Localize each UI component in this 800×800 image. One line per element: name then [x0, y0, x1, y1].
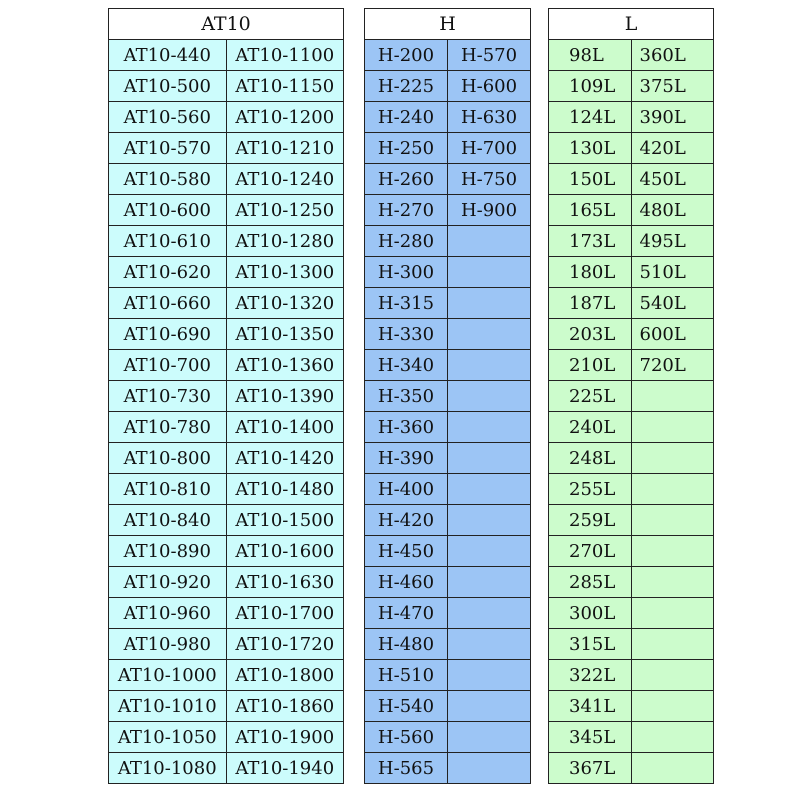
at10-cell: AT10-1210 — [226, 133, 344, 164]
table-row — [365, 257, 531, 288]
table-row — [365, 691, 531, 722]
table-row — [109, 722, 344, 753]
table-row — [365, 40, 531, 71]
l-cell: 187L — [549, 288, 632, 319]
at10-cell: AT10-1240 — [226, 164, 344, 195]
l-cell: 180L — [549, 257, 632, 288]
l-cell — [631, 443, 714, 474]
table-row — [109, 567, 344, 598]
l-cell: 345L — [549, 722, 632, 753]
table-row — [109, 40, 344, 71]
at10-cell: AT10-1010 — [109, 691, 227, 722]
h-cell: H-390 — [365, 443, 448, 474]
l-cell — [631, 598, 714, 629]
l-cell: 720L — [631, 350, 714, 381]
at10-cell: AT10-1800 — [226, 660, 344, 691]
l-cell: 98L — [549, 40, 632, 71]
l-cell: 270L — [549, 536, 632, 567]
h-cell: H-750 — [448, 164, 531, 195]
table-row — [365, 288, 531, 319]
table-row — [549, 691, 714, 722]
l-cell: 480L — [631, 195, 714, 226]
h-cell — [448, 567, 531, 598]
at10-cell: AT10-1280 — [226, 226, 344, 257]
h-cell: H-300 — [365, 257, 448, 288]
l-cell: 173L — [549, 226, 632, 257]
h-cell: H-540 — [365, 691, 448, 722]
at10-cell: AT10-1100 — [226, 40, 344, 71]
at10-cell: AT10-1720 — [226, 629, 344, 660]
at10-cell: AT10-1940 — [226, 753, 344, 784]
at10-cell: AT10-1500 — [226, 505, 344, 536]
table-row — [549, 226, 714, 257]
at10-cell: AT10-1000 — [109, 660, 227, 691]
at10-cell: AT10-730 — [109, 381, 227, 412]
table-row — [365, 102, 531, 133]
at10-cell: AT10-1600 — [226, 536, 344, 567]
h-cell: H-250 — [365, 133, 448, 164]
at10-cell: AT10-840 — [109, 505, 227, 536]
table-row — [365, 164, 531, 195]
table-row — [109, 288, 344, 319]
table-row — [109, 629, 344, 660]
at10-cell: AT10-1250 — [226, 195, 344, 226]
table-row — [109, 691, 344, 722]
l-body — [549, 40, 714, 784]
h-table — [364, 8, 531, 784]
l-cell — [631, 753, 714, 784]
table-row — [549, 505, 714, 536]
at10-cell: AT10-1630 — [226, 567, 344, 598]
l-cell: 259L — [549, 505, 632, 536]
table-row — [365, 381, 531, 412]
at10-cell: AT10-500 — [109, 71, 227, 102]
table-row — [549, 567, 714, 598]
h-header: H — [365, 9, 531, 40]
l-cell — [631, 660, 714, 691]
h-body — [365, 40, 531, 784]
table-row — [109, 226, 344, 257]
table-row — [365, 350, 531, 381]
at10-cell: AT10-1900 — [226, 722, 344, 753]
h-cell: H-225 — [365, 71, 448, 102]
table-row — [549, 164, 714, 195]
table-row — [549, 722, 714, 753]
table-row — [365, 567, 531, 598]
at10-cell: AT10-660 — [109, 288, 227, 319]
at10-cell: AT10-1050 — [109, 722, 227, 753]
l-cell — [631, 629, 714, 660]
l-cell — [631, 691, 714, 722]
at10-cell: AT10-920 — [109, 567, 227, 598]
h-cell: H-460 — [365, 567, 448, 598]
l-cell — [631, 536, 714, 567]
table-row — [549, 443, 714, 474]
l-cell — [631, 722, 714, 753]
at10-cell: AT10-1200 — [226, 102, 344, 133]
l-header: L — [549, 9, 714, 40]
l-cell: 315L — [549, 629, 632, 660]
at10-cell: AT10-1860 — [226, 691, 344, 722]
h-cell: H-510 — [365, 660, 448, 691]
l-cell: 150L — [549, 164, 632, 195]
h-cell — [448, 257, 531, 288]
h-cell: H-570 — [448, 40, 531, 71]
h-cell: H-900 — [448, 195, 531, 226]
h-cell — [448, 660, 531, 691]
table-row — [549, 381, 714, 412]
at10-cell: AT10-1390 — [226, 381, 344, 412]
l-cell: 124L — [549, 102, 632, 133]
table-row — [109, 381, 344, 412]
l-cell: 300L — [549, 598, 632, 629]
l-cell: 450L — [631, 164, 714, 195]
table-row — [549, 660, 714, 691]
table-row — [549, 598, 714, 629]
l-cell: 367L — [549, 753, 632, 784]
h-cell: H-470 — [365, 598, 448, 629]
table-row — [365, 536, 531, 567]
h-cell — [448, 412, 531, 443]
table-row — [365, 71, 531, 102]
table-row — [109, 412, 344, 443]
h-cell: H-260 — [365, 164, 448, 195]
table-row — [365, 660, 531, 691]
at10-cell: AT10-1700 — [226, 598, 344, 629]
l-cell: 341L — [549, 691, 632, 722]
l-cell — [631, 381, 714, 412]
h-cell: H-315 — [365, 288, 448, 319]
l-cell: 322L — [549, 660, 632, 691]
l-cell — [631, 505, 714, 536]
table-row — [365, 443, 531, 474]
l-cell: 203L — [549, 319, 632, 350]
h-cell: H-480 — [365, 629, 448, 660]
table-row — [549, 412, 714, 443]
at10-cell: AT10-690 — [109, 319, 227, 350]
table-row — [549, 536, 714, 567]
at10-cell: AT10-960 — [109, 598, 227, 629]
table-row — [109, 71, 344, 102]
table-row — [365, 195, 531, 226]
h-cell: H-420 — [365, 505, 448, 536]
table-row — [109, 319, 344, 350]
at10-cell: AT10-1480 — [226, 474, 344, 505]
h-cell — [448, 474, 531, 505]
h-cell: H-360 — [365, 412, 448, 443]
at10-cell: AT10-700 — [109, 350, 227, 381]
table-row — [109, 133, 344, 164]
at10-cell: AT10-1400 — [226, 412, 344, 443]
at10-body — [109, 40, 344, 784]
h-cell: H-280 — [365, 226, 448, 257]
table-row — [365, 412, 531, 443]
table-row — [365, 474, 531, 505]
h-cell: H-340 — [365, 350, 448, 381]
at10-header: AT10 — [109, 9, 344, 40]
table-row — [109, 598, 344, 629]
table-row — [365, 722, 531, 753]
h-cell: H-350 — [365, 381, 448, 412]
at10-cell: AT10-1150 — [226, 71, 344, 102]
at10-cell: AT10-1360 — [226, 350, 344, 381]
h-cell: H-630 — [448, 102, 531, 133]
at10-cell: AT10-620 — [109, 257, 227, 288]
h-cell — [448, 598, 531, 629]
h-cell: H-450 — [365, 536, 448, 567]
h-cell: H-560 — [365, 722, 448, 753]
table-row — [549, 629, 714, 660]
table-row — [549, 288, 714, 319]
h-cell — [448, 350, 531, 381]
h-cell — [448, 288, 531, 319]
table-row — [365, 319, 531, 350]
table-row — [109, 350, 344, 381]
l-cell: 360L — [631, 40, 714, 71]
at10-cell: AT10-1300 — [226, 257, 344, 288]
l-cell: 255L — [549, 474, 632, 505]
table-row — [109, 164, 344, 195]
h-cell: H-600 — [448, 71, 531, 102]
l-cell: 165L — [549, 195, 632, 226]
at10-table — [108, 8, 344, 784]
table-row — [549, 71, 714, 102]
table-row — [549, 133, 714, 164]
table-row — [549, 40, 714, 71]
table-row — [549, 195, 714, 226]
table-row — [365, 598, 531, 629]
at10-cell: AT10-570 — [109, 133, 227, 164]
table-row — [549, 319, 714, 350]
table-row — [109, 660, 344, 691]
l-cell: 510L — [631, 257, 714, 288]
table-row — [365, 133, 531, 164]
table-row — [109, 474, 344, 505]
l-table — [548, 8, 714, 784]
at10-cell: AT10-600 — [109, 195, 227, 226]
at10-cell: AT10-980 — [109, 629, 227, 660]
h-cell — [448, 536, 531, 567]
h-cell — [448, 753, 531, 784]
table-row — [365, 629, 531, 660]
h-cell: H-270 — [365, 195, 448, 226]
table-row — [365, 505, 531, 536]
table-row — [109, 536, 344, 567]
l-cell: 420L — [631, 133, 714, 164]
table-row — [109, 753, 344, 784]
at10-cell: AT10-1420 — [226, 443, 344, 474]
table-row — [365, 753, 531, 784]
at10-cell: AT10-610 — [109, 226, 227, 257]
l-cell: 109L — [549, 71, 632, 102]
table-row — [109, 257, 344, 288]
l-cell — [631, 567, 714, 598]
at10-cell: AT10-560 — [109, 102, 227, 133]
at10-cell: AT10-440 — [109, 40, 227, 71]
l-cell: 285L — [549, 567, 632, 598]
l-cell: 390L — [631, 102, 714, 133]
h-cell — [448, 381, 531, 412]
l-cell: 130L — [549, 133, 632, 164]
table-row — [109, 195, 344, 226]
at10-cell: AT10-580 — [109, 164, 227, 195]
at10-cell: AT10-810 — [109, 474, 227, 505]
at10-cell: AT10-780 — [109, 412, 227, 443]
h-cell — [448, 505, 531, 536]
table-row — [549, 102, 714, 133]
l-cell: 375L — [631, 71, 714, 102]
l-cell: 225L — [549, 381, 632, 412]
at10-cell: AT10-800 — [109, 443, 227, 474]
h-cell — [448, 443, 531, 474]
h-cell — [448, 691, 531, 722]
h-cell: H-700 — [448, 133, 531, 164]
table-row — [549, 350, 714, 381]
table-row — [109, 505, 344, 536]
l-cell — [631, 474, 714, 505]
h-cell — [448, 226, 531, 257]
l-cell: 240L — [549, 412, 632, 443]
l-cell: 495L — [631, 226, 714, 257]
l-cell: 210L — [549, 350, 632, 381]
h-cell — [448, 722, 531, 753]
h-cell: H-400 — [365, 474, 448, 505]
l-cell: 600L — [631, 319, 714, 350]
table-row — [549, 753, 714, 784]
h-cell: H-240 — [365, 102, 448, 133]
h-cell: H-330 — [365, 319, 448, 350]
l-cell: 248L — [549, 443, 632, 474]
at10-cell: AT10-890 — [109, 536, 227, 567]
table-row — [549, 474, 714, 505]
table-row — [549, 257, 714, 288]
at10-cell: AT10-1080 — [109, 753, 227, 784]
at10-cell: AT10-1320 — [226, 288, 344, 319]
h-cell: H-565 — [365, 753, 448, 784]
h-cell — [448, 319, 531, 350]
table-row — [109, 102, 344, 133]
table-row — [109, 443, 344, 474]
table-row — [365, 226, 531, 257]
h-cell: H-200 — [365, 40, 448, 71]
l-cell: 540L — [631, 288, 714, 319]
h-cell — [448, 629, 531, 660]
at10-cell: AT10-1350 — [226, 319, 344, 350]
l-cell — [631, 412, 714, 443]
